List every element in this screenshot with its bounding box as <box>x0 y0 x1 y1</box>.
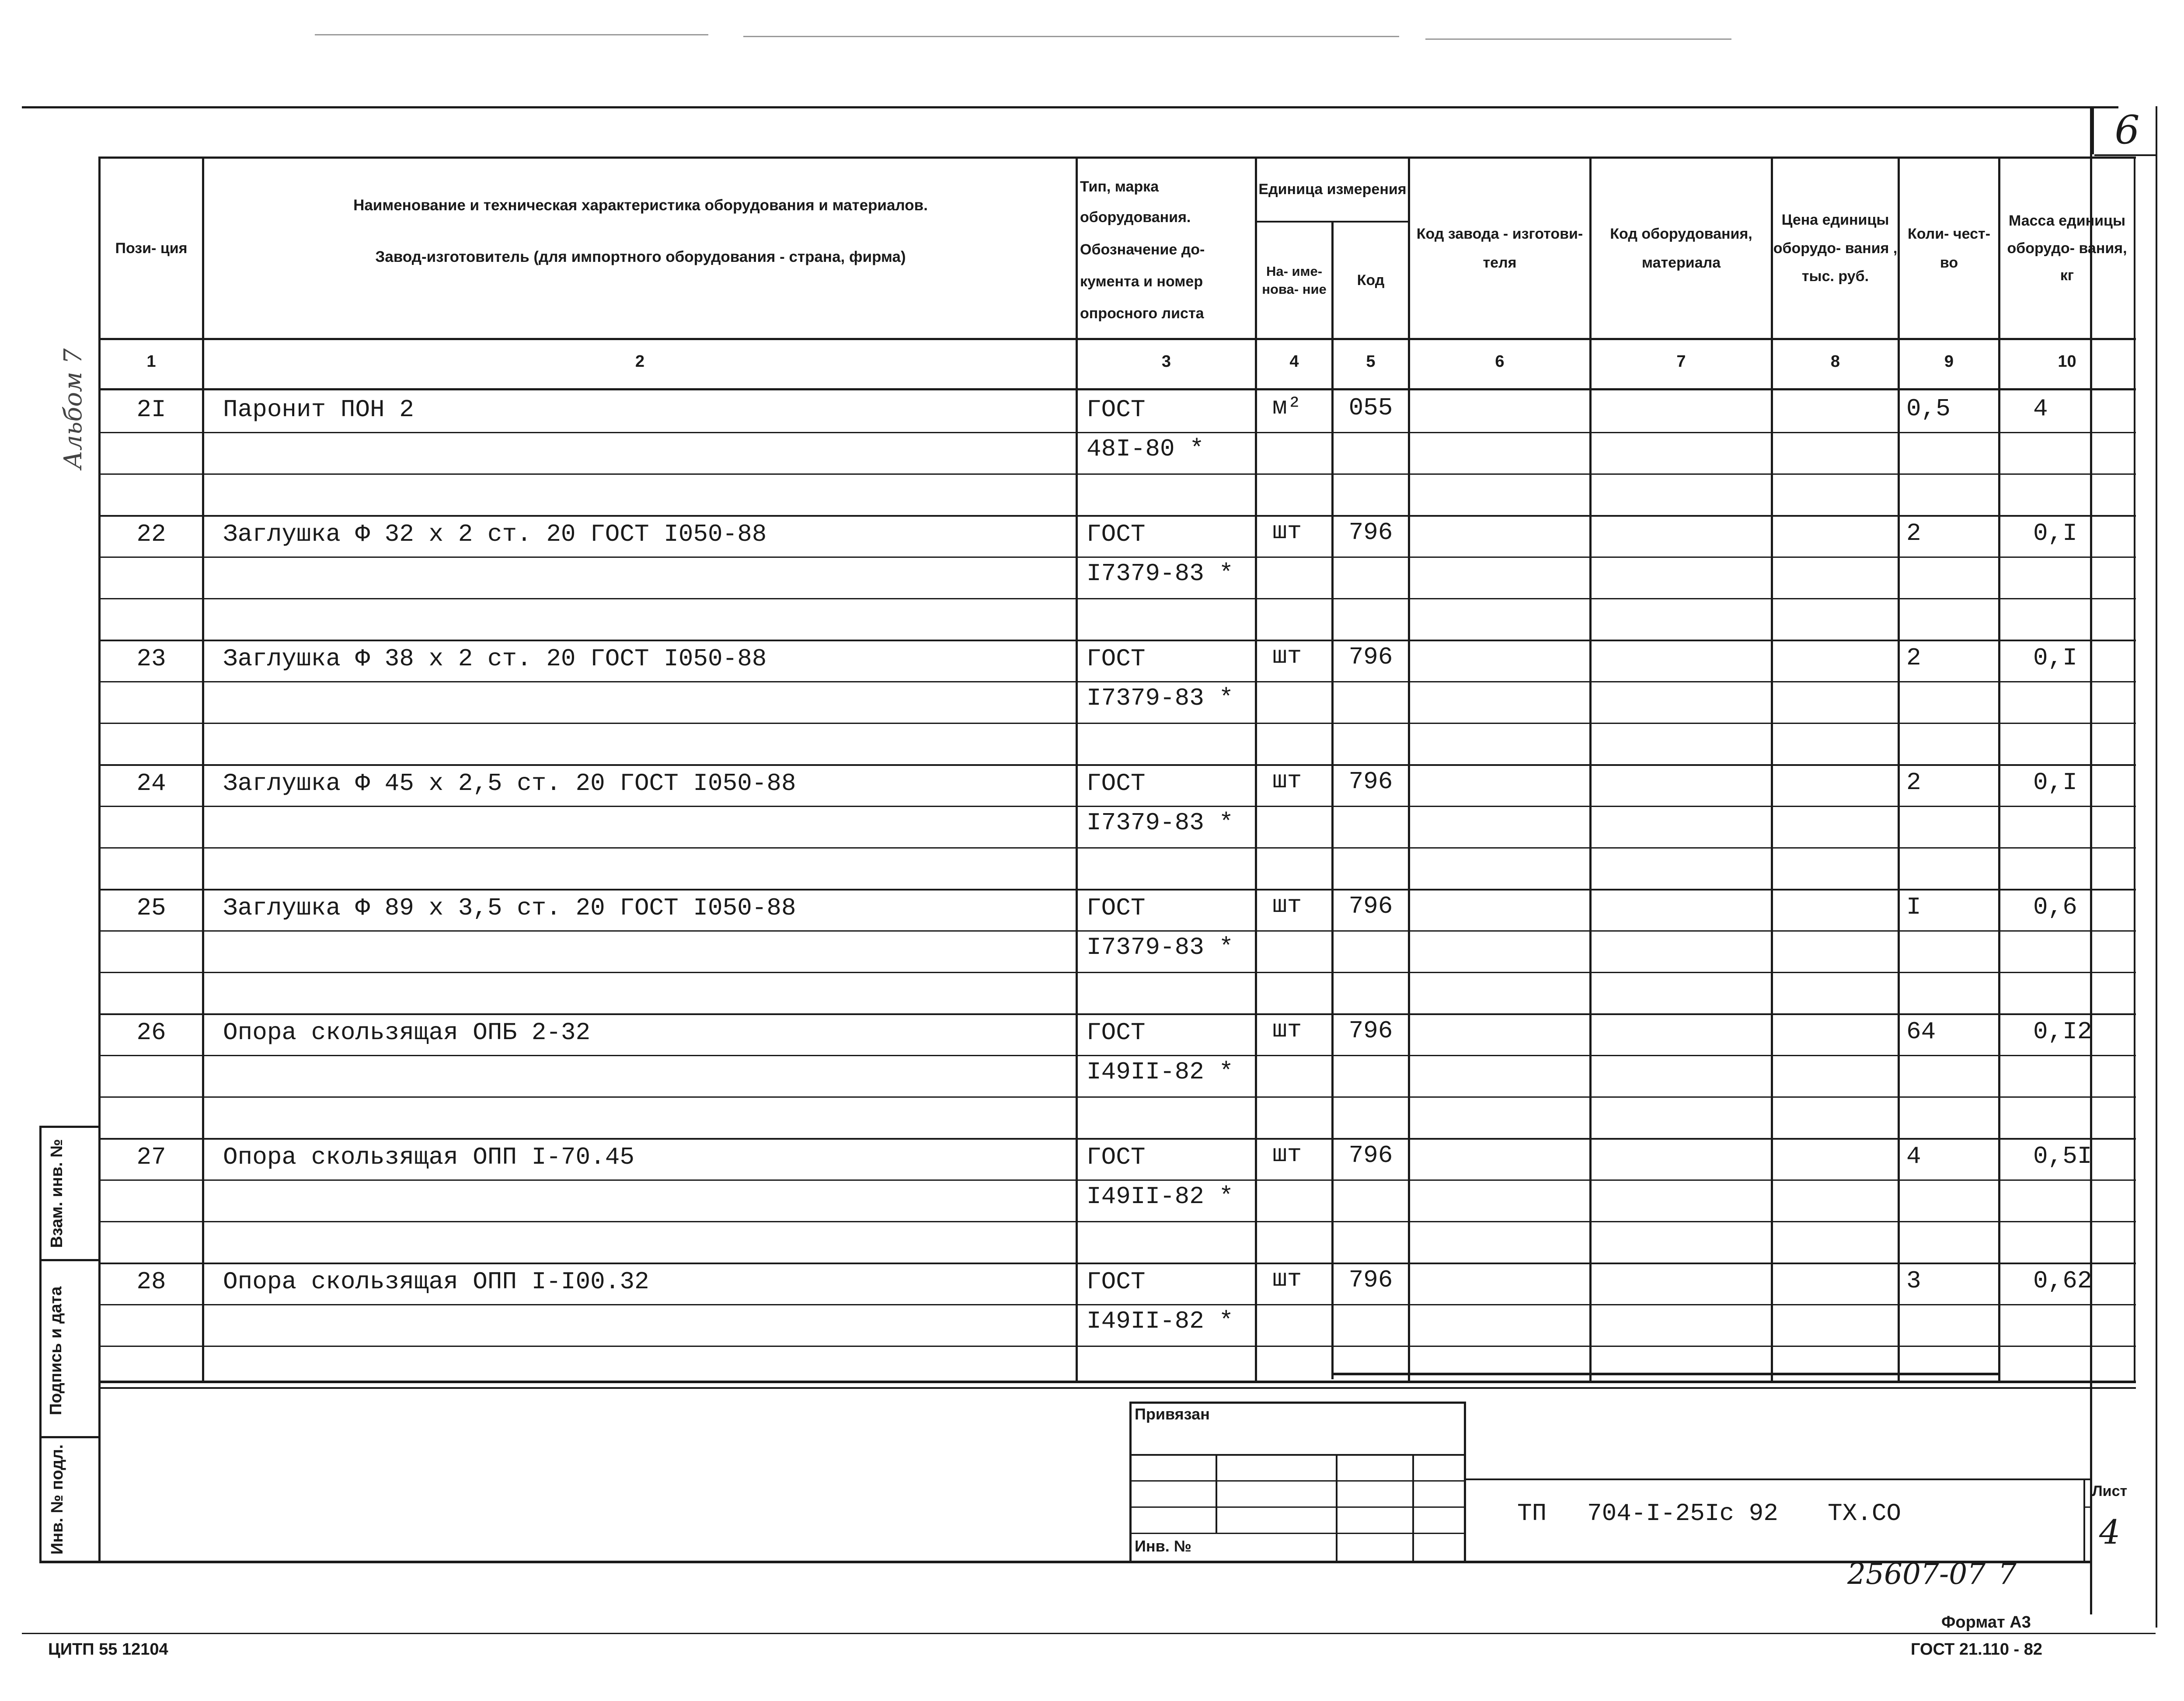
header-type-l1: Тип, марка <box>1080 178 1159 195</box>
header-type-l4: кумента и номер <box>1080 273 1203 290</box>
row-position: 24 <box>136 769 166 797</box>
row-divider <box>98 1263 2136 1264</box>
header-type-l2: оборудования. <box>1080 209 1191 226</box>
row-position: 28 <box>136 1268 166 1296</box>
footer-standard: ГОСТ 21.110 - 82 <box>1911 1640 2043 1659</box>
row-unit-name: шт <box>1272 1265 1302 1293</box>
side-stamp-left <box>39 1126 42 1563</box>
row-doc-line1: ГОСТ <box>1087 396 1146 424</box>
row-doc-line2: I7379-83 * <box>1087 560 1234 588</box>
row-mass: 0,6 <box>2033 893 2077 921</box>
row-unit-name: шт <box>1272 642 1302 670</box>
row-quantity: 3 <box>1906 1267 1921 1295</box>
scan-mark <box>743 36 1399 37</box>
row-mass: 0,62 <box>2033 1267 2092 1295</box>
row-unit-name: шт <box>1272 1016 1302 1044</box>
row-name: Опора скользящая ОПП I-70.45 <box>223 1143 634 1171</box>
sheet-box-left <box>2083 1478 2085 1562</box>
col-number: 3 <box>1161 352 1171 371</box>
frame-outer-right <box>2156 106 2157 1628</box>
col-number: 4 <box>1289 352 1299 371</box>
col-number: 9 <box>1944 352 1954 371</box>
row-name: Заглушка Ф 45 х 2,5 ст. 20 ГОСТ I050-88 <box>223 769 796 797</box>
row-position: 27 <box>136 1143 166 1171</box>
header-unit-name: На- име- нова- ние <box>1262 264 1327 297</box>
row-position: 23 <box>136 645 166 673</box>
row-divider <box>98 1304 2136 1305</box>
row-divider <box>98 889 2136 891</box>
row-mass: 0,I <box>2033 769 2077 797</box>
col-number: 7 <box>1676 352 1686 371</box>
row-unit-name: м² <box>1272 393 1302 421</box>
row-position: 22 <box>136 520 166 548</box>
header-equipment-code: Код оборудования, материала <box>1610 225 1752 271</box>
col-number: 10 <box>2058 352 2076 371</box>
row-divider <box>98 1179 2136 1181</box>
row-unit-name: шт <box>1272 767 1302 795</box>
bound-label: Привязан <box>1135 1405 1210 1423</box>
album-label: Альбом 7 <box>59 348 87 470</box>
row-divider <box>98 847 2136 849</box>
col-number: 5 <box>1366 352 1376 371</box>
header-mass: Масса единицы оборудо- вания, кг <box>2007 212 2127 284</box>
row-mass: 0,I <box>2033 644 2077 672</box>
col-number: 6 <box>1495 352 1505 371</box>
inv-number-label: Инв. № <box>1135 1537 1191 1555</box>
row-doc-line2: I7379-83 * <box>1087 933 1234 961</box>
replace-inv-label: Взам. инв. № <box>48 1139 66 1248</box>
row-unit-code: 796 <box>1348 892 1393 920</box>
header-name-line2: Завод-изготовитель (для импортного оборудования - страна, фирма) <box>375 248 906 265</box>
row-unit-name: шт <box>1272 891 1302 919</box>
row-divider <box>98 473 2136 475</box>
row-unit-code: 796 <box>1348 518 1393 546</box>
row-quantity: 0,5 <box>1906 395 1951 423</box>
row-doc-line2: I7379-83 * <box>1087 684 1234 712</box>
col-number: 8 <box>1830 352 1840 371</box>
header-position: Пози- ция <box>115 240 188 257</box>
scan-mark <box>315 34 708 35</box>
footer-line <box>22 1633 2156 1634</box>
row-divider <box>98 723 2136 724</box>
archive-suffix: 7 <box>1998 1557 2017 1591</box>
row-divider <box>98 1221 2136 1222</box>
row-quantity: 64 <box>1906 1018 1936 1046</box>
row-doc-line1: ГОСТ <box>1087 894 1146 922</box>
row-unit-code: 796 <box>1348 768 1393 796</box>
row-quantity: 2 <box>1906 769 1921 797</box>
doc-suffix: ТХ.СО <box>1828 1499 1902 1527</box>
row-name: Опора скользящая ОПБ 2-32 <box>223 1019 591 1047</box>
row-divider <box>98 515 2136 517</box>
row-divider <box>98 806 2136 807</box>
row-position: 25 <box>136 894 166 922</box>
row-divider <box>98 681 2136 682</box>
col-number: 2 <box>635 352 645 371</box>
header-unit-group: Единица измерения <box>1258 181 1407 198</box>
row-doc-line1: ГОСТ <box>1087 1143 1146 1171</box>
scan-mark <box>1425 38 1731 40</box>
row-name: Опора скользящая ОПП I-I00.32 <box>223 1268 649 1296</box>
row-doc-line1: ГОСТ <box>1087 1019 1146 1047</box>
row-divider <box>98 764 2136 766</box>
header-type-l3: Обозначение до- <box>1080 241 1205 258</box>
title-row-top <box>1465 1478 2092 1480</box>
row-doc-line2: I49II-82 * <box>1087 1183 1234 1211</box>
side-stamp-right <box>98 1126 101 1563</box>
row-quantity: I <box>1906 893 1921 921</box>
row-quantity: 4 <box>1906 1142 1921 1170</box>
row-divider <box>98 432 2136 433</box>
row-divider <box>98 1013 2136 1015</box>
row-unit-code: 055 <box>1348 394 1393 422</box>
row-quantity: 2 <box>1906 519 1921 547</box>
inv-orig-label: Инв. № подл. <box>48 1444 66 1555</box>
row-doc-line2: I49II-82 * <box>1087 1307 1234 1335</box>
row-unit-code: 796 <box>1348 1017 1393 1045</box>
header-price: Цена единицы оборудо- вания , тыс. руб. <box>1773 212 1898 285</box>
row-unit-code: 796 <box>1348 1266 1393 1294</box>
header-unit-code: Код <box>1357 272 1385 289</box>
corner-sheet-number: 6 <box>2114 107 2140 153</box>
row-position: 2I <box>136 396 166 424</box>
sheet-label: Лист <box>2092 1483 2128 1499</box>
row-doc-line1: ГОСТ <box>1087 645 1146 673</box>
row-doc-line2: 48I-80 * <box>1087 435 1204 463</box>
row-doc-line2: I49II-82 * <box>1087 1058 1234 1086</box>
row-doc-line2: I7379-83 * <box>1087 809 1234 837</box>
row-doc-line1: ГОСТ <box>1087 1268 1146 1296</box>
corner-box-left <box>2090 106 2092 154</box>
row-doc-line1: ГОСТ <box>1087 769 1146 797</box>
header-name-line1: Наименование и техническая характеристика оборудования и материалов. <box>353 197 928 214</box>
row-position: 26 <box>136 1019 166 1047</box>
header-type-l5: опросного листа <box>1080 305 1204 322</box>
archive-number: 25607-07 <box>1847 1557 1986 1591</box>
row-mass: 0,I2 <box>2033 1018 2092 1046</box>
row-mass: 4 <box>2033 395 2048 423</box>
footer-left-code: ЦИТП 55 12104 <box>48 1640 168 1659</box>
format-label: Формат А3 <box>1941 1613 2031 1631</box>
row-unit-name: шт <box>1272 518 1302 546</box>
row-divider <box>98 1346 2136 1347</box>
row-divider <box>98 930 2136 932</box>
frame-bottom <box>39 1561 2092 1563</box>
row-quantity: 2 <box>1906 644 1921 672</box>
corner-box <box>2092 106 2094 154</box>
row-name: Заглушка Ф 89 х 3,5 ст. 20 ГОСТ I050-88 <box>223 894 796 922</box>
header-quantity: Коли- чест- во <box>1907 225 1991 271</box>
row-unit-code: 796 <box>1348 1141 1393 1169</box>
row-name: Заглушка Ф 32 х 2 ст. 20 ГОСТ I050-88 <box>223 520 767 548</box>
doc-number: 704-I-25Iс 92 <box>1587 1499 1778 1527</box>
row-unit-name: шт <box>1272 1141 1302 1169</box>
sign-date-label: Подпись и дата <box>47 1286 65 1416</box>
row-divider <box>98 1138 2136 1140</box>
sheet-number: 4 <box>2099 1513 2121 1551</box>
row-mass: 0,5I <box>2033 1142 2092 1170</box>
row-doc-line1: ГОСТ <box>1087 520 1146 548</box>
row-divider <box>98 1055 2136 1056</box>
row-divider <box>98 640 2136 641</box>
row-divider <box>98 557 2136 558</box>
row-divider <box>98 972 2136 973</box>
row-unit-code: 796 <box>1348 643 1393 671</box>
col-number: 1 <box>146 352 156 371</box>
row-divider <box>98 598 2136 599</box>
row-name: Паронит ПОН 2 <box>223 396 414 424</box>
corner-box-bottom <box>2094 154 2156 156</box>
row-name: Заглушка Ф 38 х 2 ст. 20 ГОСТ I050-88 <box>223 645 767 673</box>
frame-top <box>22 106 2118 108</box>
doc-prefix: ТП <box>1517 1499 1547 1527</box>
row-divider <box>98 1387 2136 1389</box>
row-mass: 0,I <box>2033 519 2077 547</box>
row-divider <box>98 1096 2136 1098</box>
header-plant-code: Код завода - изготови- теля <box>1416 225 1583 271</box>
